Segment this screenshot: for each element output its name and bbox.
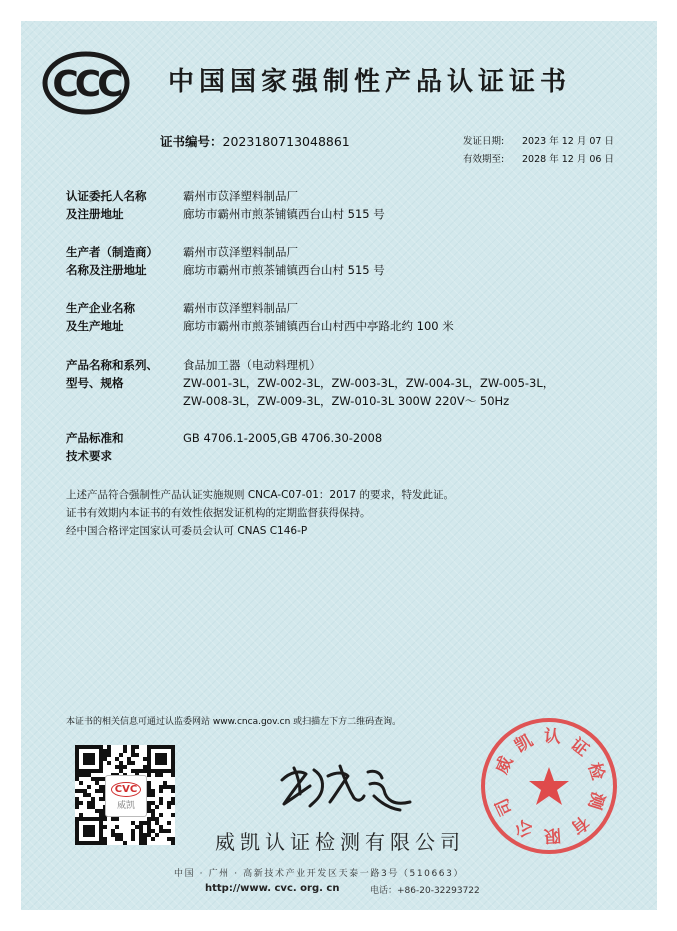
company-address: 中国 · 广州 · 高新技术产业开发区天泰一路3号（510663） <box>174 869 465 879</box>
statement-line: 上述产品符合强制性产品认证实施规则 CNCA-C07-01：2017 的要求，特发此证。 <box>66 489 454 501</box>
company-website[interactable]: http://www. cvc. org. cn <box>205 883 340 894</box>
value-line: ZW-001-3L，ZW-002-3L，ZW-003-3L，ZW-004-3L，ZW-005-3L， <box>183 376 555 390</box>
section-value <box>183 299 613 335</box>
label-line: 生产企业名称 <box>66 301 135 315</box>
expiry-date-value: 2028 年 12 月 06 日 <box>522 154 614 165</box>
section-value <box>183 429 613 447</box>
label-line: 生产者（制造商） <box>66 245 158 259</box>
ccc-logo-icon <box>42 51 130 115</box>
value-line: 廊坊市霸州市煎茶铺镇西台山村 515 号 <box>183 263 385 277</box>
signature-icon <box>270 750 420 820</box>
company-seal-icon <box>478 715 620 857</box>
seal-char: 凯 <box>511 730 537 757</box>
company-phone: 电话：+86-20-32293722 <box>370 886 480 896</box>
value-line: 食品加工器（电动料理机） <box>183 358 321 372</box>
certificate-title: 中国国家强制性产品认证证书 <box>168 67 572 97</box>
cert-no-label: 证书编号： <box>160 134 223 149</box>
value-line: ZW-008-3L，ZW-009-3L，ZW-010-3L 300W 220V～ 50Hz <box>183 394 510 408</box>
seal-char: 司 <box>491 794 518 819</box>
certification-statement <box>66 486 454 540</box>
label-line: 技术要求 <box>66 449 112 463</box>
value-line: GB 4706.1-2005,GB 4706.30-2008 <box>183 431 383 445</box>
value-line: 霸州市苡泽塑料制品厂 <box>183 301 298 315</box>
certificate-number <box>160 132 350 150</box>
seal-char: 限 <box>543 824 562 846</box>
seal-char: 测 <box>583 789 608 812</box>
label-line: 产品名称和系列、 <box>66 358 158 372</box>
value-line: 廊坊市霸州市煎茶铺镇西台山村西中亭路北约 100 米 <box>183 319 454 333</box>
seal-char: 检 <box>583 760 608 783</box>
section-label <box>66 356 178 392</box>
seal-char: 公 <box>511 815 537 842</box>
cvc-badge <box>105 775 147 817</box>
section-value <box>183 243 613 279</box>
section-label <box>66 299 178 335</box>
expiry-date-label: 有效期至: <box>463 154 505 165</box>
label-line: 型号、规格 <box>66 376 124 390</box>
section-value <box>183 187 613 223</box>
certificate-dates <box>463 133 614 169</box>
seal-char: 有 <box>566 811 593 838</box>
section-label <box>66 187 178 223</box>
section-label <box>66 243 178 279</box>
qr-code[interactable] <box>75 745 175 845</box>
company-name: 威凯认证检测有限公司 <box>215 830 465 854</box>
ccc-logo-text: CCC <box>52 64 120 105</box>
lookup-note: 本证书的相关信息可通过认监委网站 www.cnca.gov.cn 或扫描左下方二维码查询。 <box>66 717 402 727</box>
label-line: 名称及注册地址 <box>66 263 147 277</box>
issue-date-value: 2023 年 12 月 07 日 <box>522 136 614 147</box>
cvc-badge-logo: CVC <box>111 782 141 797</box>
section-value <box>183 356 613 410</box>
seal-char: 证 <box>566 734 593 761</box>
cert-no-value: 2023180713048861 <box>222 134 350 149</box>
label-line: 及注册地址 <box>66 207 124 221</box>
statement-line: 证书有效期内本证书的有效性依据发证机构的定期监督获得保持。 <box>66 507 371 519</box>
value-line: 廊坊市霸州市煎茶铺镇西台山村 515 号 <box>183 207 385 221</box>
seal-char: 认 <box>543 726 562 748</box>
cvc-badge-name: 威凯 <box>116 800 135 811</box>
label-line: 认证委托人名称 <box>66 189 147 203</box>
seal-char: 威 <box>491 753 518 778</box>
label-line: 及生产地址 <box>66 319 124 333</box>
statement-line: 经中国合格评定国家认可委员会认可 CNAS C146-P <box>66 525 308 537</box>
value-line: 霸州市苡泽塑料制品厂 <box>183 245 298 259</box>
issue-date-label: 发证日期: <box>463 136 505 147</box>
label-line: 产品标准和 <box>66 431 124 445</box>
section-label <box>66 429 178 465</box>
value-line: 霸州市苡泽塑料制品厂 <box>183 189 298 203</box>
